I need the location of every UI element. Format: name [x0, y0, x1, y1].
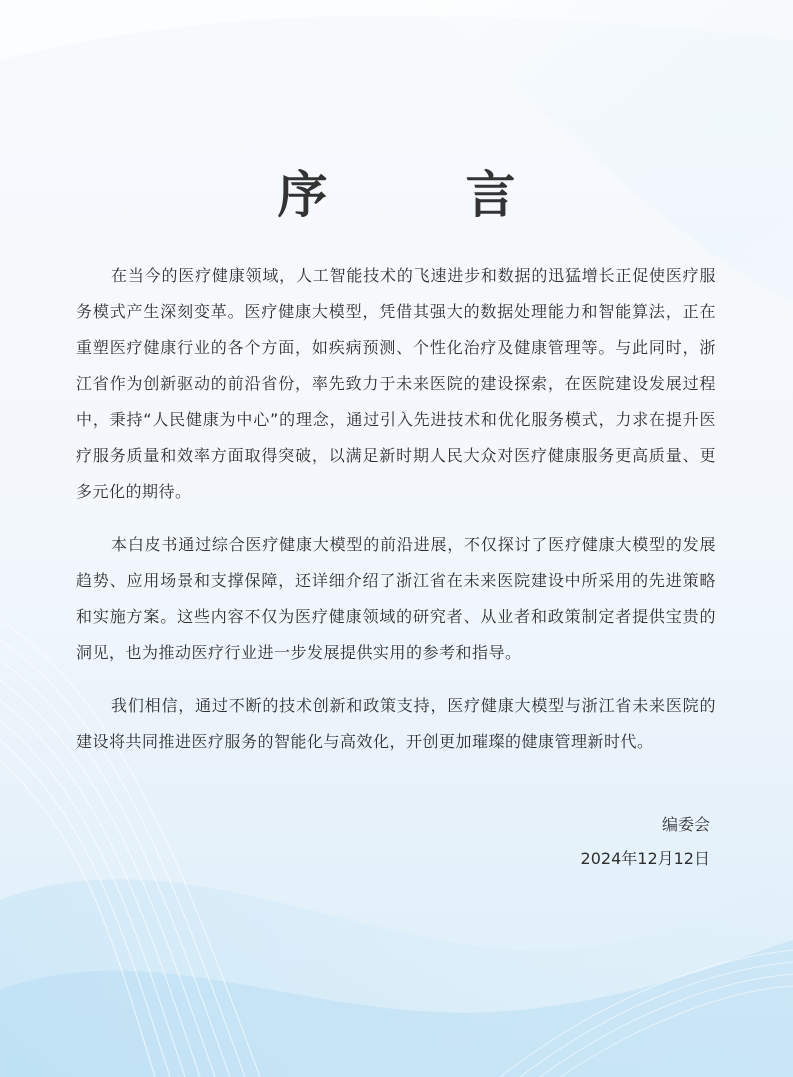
signature-block: [581, 808, 710, 876]
paragraph-2: 本白皮书通过综合医疗健康大模型的前沿进展，不仅探讨了医疗健康大模型的发展趋势、应用场景和支撑保障，还详细介绍了浙江省在未来医院建设中所采用的先进策略和实施方案。这些内容不仅为医疗健康领域的研究者、从业者和政策制定者提供宝贵的洞见，也为推动医疗行业进一步发展提供实用的参考和指导。: [76, 535, 716, 662]
paragraph-1: 在当今的医疗健康领域，人工智能技术的飞速进步和数据的迅猛增长正促使医疗服务模式产生深刻变革。医疗健康大模型，凭借其强大的数据处理能力和智能算法，正在重塑医疗健康行业的各个方面，如疾病预测、个性化治疗及健康管理等。与此同时，浙江省作为创新驱动的前沿省份，率先致力于未来医院的建设探索，在医院建设发展过程中，秉持“人民健康为中心”的理念，通过引入先进技术和优化服务模式，力求在提升医疗服务质量和效率方面取得突破，以满足新时期人民大众对医疗健康服务更高质量、更多元化的期待。: [76, 266, 716, 501]
preface-body: [76, 258, 716, 777]
paragraph-3: 我们相信，通过不断的技术创新和政策支持，医疗健康大模型与浙江省未来医院的建设将共同推进医疗服务的智能化与高效化，开创更加璀璨的健康管理新时代。: [76, 696, 716, 751]
page-title: 序 言: [277, 165, 560, 224]
signature-author: 编委会: [661, 815, 710, 834]
signature-date: 2024年12月12日: [580, 849, 710, 868]
